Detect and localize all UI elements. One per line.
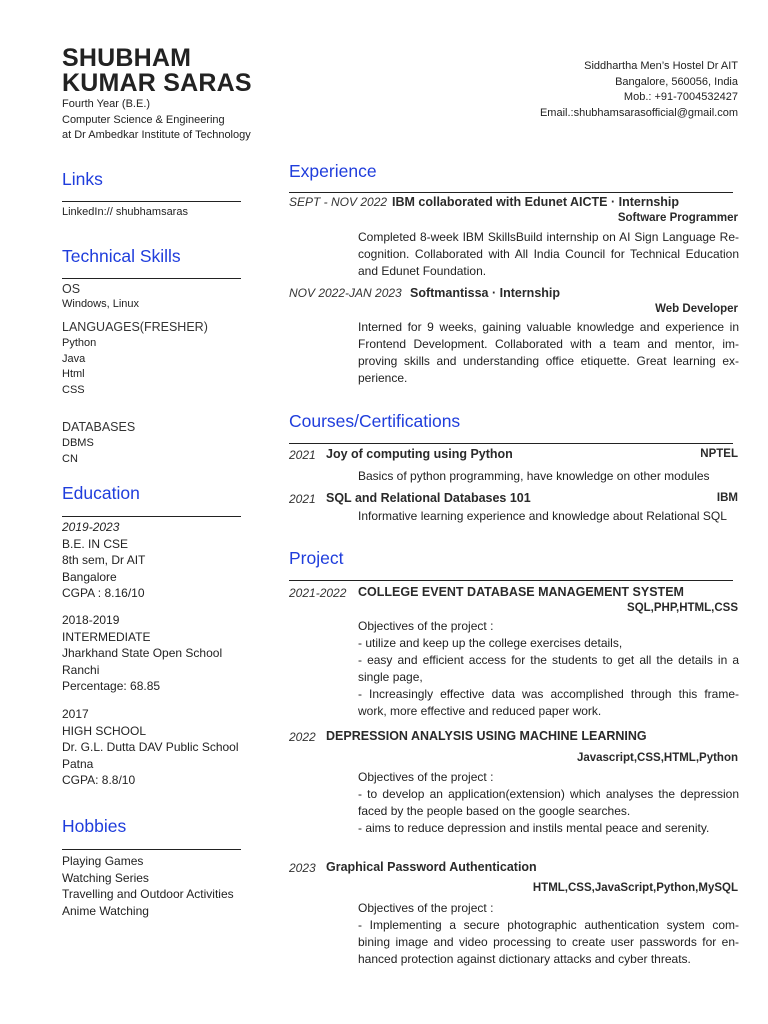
course-description: Informative learning experience and knowledge about Relational SQL bbox=[358, 509, 727, 523]
course-title: Joy of computing using Python bbox=[326, 447, 513, 461]
experience-rule bbox=[289, 192, 733, 193]
academic-year: Fourth Year (B.E.) bbox=[62, 98, 151, 110]
education-line: CGPA : 8.16/10 bbox=[62, 586, 145, 600]
os-label: OS bbox=[62, 282, 81, 296]
description-line: Objectives of the project : bbox=[358, 901, 494, 915]
project-description bbox=[358, 618, 739, 720]
description-line: perience. bbox=[358, 371, 408, 385]
description-line: Objectives of the project : bbox=[358, 619, 494, 633]
description-line: - Increasingly effective data was accomplished through this frame- bbox=[358, 687, 739, 701]
description-line: Objectives of the project : bbox=[358, 770, 494, 784]
education-line: Dr. G.L. Dutta DAV Public School bbox=[62, 740, 239, 754]
hobby-item: Travelling and Outdoor Activities bbox=[62, 887, 234, 901]
education-line: B.E. IN CSE bbox=[62, 536, 129, 551]
education-year: 2019-2023 bbox=[62, 520, 120, 534]
academic-dept: Computer Science & Engineering bbox=[62, 113, 225, 126]
description-line: single page, bbox=[358, 670, 423, 684]
project-title: COLLEGE EVENT DATABASE MANAGEMENT SYSTEM bbox=[358, 585, 684, 599]
links-rule bbox=[62, 201, 241, 202]
project-year: 2022 bbox=[289, 730, 316, 744]
experience-date: NOV 2022-JAN 2023 bbox=[289, 286, 402, 300]
os-value: Windows, Linux bbox=[62, 298, 140, 310]
contact-address-2: Bangalore, 560056, India bbox=[615, 75, 738, 88]
description-line: bining image and video processing to create user passwords for en- bbox=[358, 935, 739, 949]
language-item: Java bbox=[62, 352, 86, 365]
experience-date: SEPT - NOV 2022 bbox=[289, 195, 388, 209]
courses-heading: Courses/Certifications bbox=[289, 411, 461, 431]
contact-mobile: Mob.: +91-7004532427 bbox=[623, 91, 738, 103]
project-title: DEPRESSION ANALYSIS USING MACHINE LEARNING bbox=[326, 729, 647, 743]
project-tech: SQL,PHP,HTML,CSS bbox=[627, 602, 738, 614]
education-line: INTERMEDIATE bbox=[62, 629, 151, 644]
experience-title: Softmantissa · Internship bbox=[410, 286, 561, 300]
hobbies-list bbox=[62, 853, 234, 919]
education-entry bbox=[62, 706, 239, 789]
linkedin-link[interactable]: LinkedIn:// shubhamsaras bbox=[62, 206, 188, 218]
experience-role: Software Programmer bbox=[617, 212, 738, 224]
database-item: DBMS bbox=[62, 437, 94, 449]
description-line: hanced protection against dictionary attacks and cyber threats. bbox=[358, 952, 691, 966]
databases-label: DATABASES bbox=[62, 420, 136, 434]
name-line-2: KUMAR SARAS bbox=[62, 69, 252, 97]
education-line: Ranchi bbox=[62, 662, 100, 677]
experience-heading: Experience bbox=[289, 161, 377, 181]
experience-description bbox=[358, 229, 739, 280]
description-line: Frontend Development. Collaborated with a team and mentor, im- bbox=[358, 337, 739, 351]
experience-role: Web Developer bbox=[655, 303, 738, 315]
links-heading: Links bbox=[62, 169, 103, 189]
language-item: CSS bbox=[62, 383, 85, 396]
contact-address-1: Siddhartha Men’s Hostel Dr AIT bbox=[584, 60, 738, 72]
database-item: CN bbox=[62, 452, 78, 465]
project-year: 2023 bbox=[289, 861, 316, 875]
description-line: - easy and efficient access for the students to get all the details in a bbox=[358, 653, 739, 667]
description-line: - Implementing a secure photographic authentication system com- bbox=[358, 918, 739, 932]
experience-description bbox=[358, 319, 739, 387]
education-entry bbox=[62, 519, 145, 602]
project-heading: Project bbox=[289, 548, 344, 568]
language-item: Html bbox=[62, 368, 85, 380]
education-line: HIGH SCHOOL bbox=[62, 723, 147, 738]
description-line: work, more effective and reduced paper work. bbox=[358, 704, 602, 718]
description-line: - aims to reduce depression and instils mental peace and serenity. bbox=[358, 821, 710, 835]
education-heading: Education bbox=[62, 483, 140, 503]
courses-rule bbox=[289, 443, 733, 444]
course-year: 2021 bbox=[289, 492, 316, 506]
project-year: 2021-2022 bbox=[289, 586, 347, 600]
language-item: Python bbox=[62, 337, 97, 349]
education-rule bbox=[62, 516, 241, 517]
academic-info bbox=[62, 97, 251, 144]
project-title: Graphical Password Authentication bbox=[326, 860, 537, 874]
course-year: 2021 bbox=[289, 448, 316, 462]
education-line: 8th sem, Dr AIT bbox=[62, 553, 146, 567]
hobby-item: Anime Watching bbox=[62, 903, 149, 918]
databases-list bbox=[62, 436, 94, 467]
description-line: Completed 8-week IBM SkillsBuild internship on AI Sign Language Re- bbox=[358, 230, 739, 244]
project-rule bbox=[289, 580, 733, 581]
project-tech: HTML,CSS,JavaScript,Python,MySQL bbox=[532, 882, 738, 894]
education-line: Patna bbox=[62, 756, 94, 771]
description-line: faced by the people based on the google searches. bbox=[358, 804, 631, 818]
education-year: 2017 bbox=[62, 707, 89, 721]
hobbies-heading: Hobbies bbox=[62, 816, 127, 836]
education-line: Bangalore bbox=[62, 569, 117, 584]
languages-list bbox=[62, 336, 96, 398]
academic-college: at Dr Ambedkar Institute of Technology bbox=[62, 129, 251, 141]
skills-heading: Technical Skills bbox=[62, 246, 181, 266]
education-entry bbox=[62, 612, 222, 695]
course-provider: NPTEL bbox=[700, 448, 738, 460]
project-description bbox=[358, 900, 739, 968]
experience-title: IBM collaborated with Edunet AICTE · Internship bbox=[392, 195, 680, 209]
description-line: and Edunet Foundation. bbox=[358, 264, 487, 278]
education-line: Jharkhand State Open School bbox=[62, 646, 223, 660]
skills-rule bbox=[62, 278, 241, 279]
description-line: Interned for 9 weeks, gaining valuable knowledge and experience in bbox=[358, 320, 739, 334]
name-line-1: SHUBHAM bbox=[62, 44, 192, 72]
description-line: cognition. Collaborated with All India Council for Technical Education bbox=[358, 247, 739, 261]
education-line: CGPA: 8.8/10 bbox=[62, 773, 136, 787]
description-line: - to develop an application(extension) which analyses the depression bbox=[358, 787, 739, 801]
languages-label: LANGUAGES(FRESHER) bbox=[62, 320, 208, 334]
course-provider: IBM bbox=[716, 492, 738, 504]
project-tech: Javascript,CSS,HTML,Python bbox=[576, 752, 738, 764]
course-title: SQL and Relational Databases 101 bbox=[326, 491, 531, 505]
resume-name bbox=[62, 46, 252, 96]
description-line: proving skills and understanding office etiquette. Great learning ex- bbox=[358, 354, 739, 368]
hobbies-rule bbox=[62, 849, 241, 850]
hobby-item: Watching Series bbox=[62, 870, 149, 885]
course-description: Basics of python programming, have knowledge on other modules bbox=[358, 469, 710, 483]
contact-email[interactable]: Email.:shubhamsarasofficial@gmail.com bbox=[539, 106, 738, 119]
description-line: - utilize and keep up the college exercises details, bbox=[358, 636, 623, 650]
hobby-item: Playing Games bbox=[62, 854, 144, 868]
education-line: Percentage: 68.85 bbox=[62, 679, 161, 693]
education-year: 2018-2019 bbox=[62, 613, 120, 627]
project-description bbox=[358, 769, 739, 837]
contact-info bbox=[540, 59, 738, 121]
